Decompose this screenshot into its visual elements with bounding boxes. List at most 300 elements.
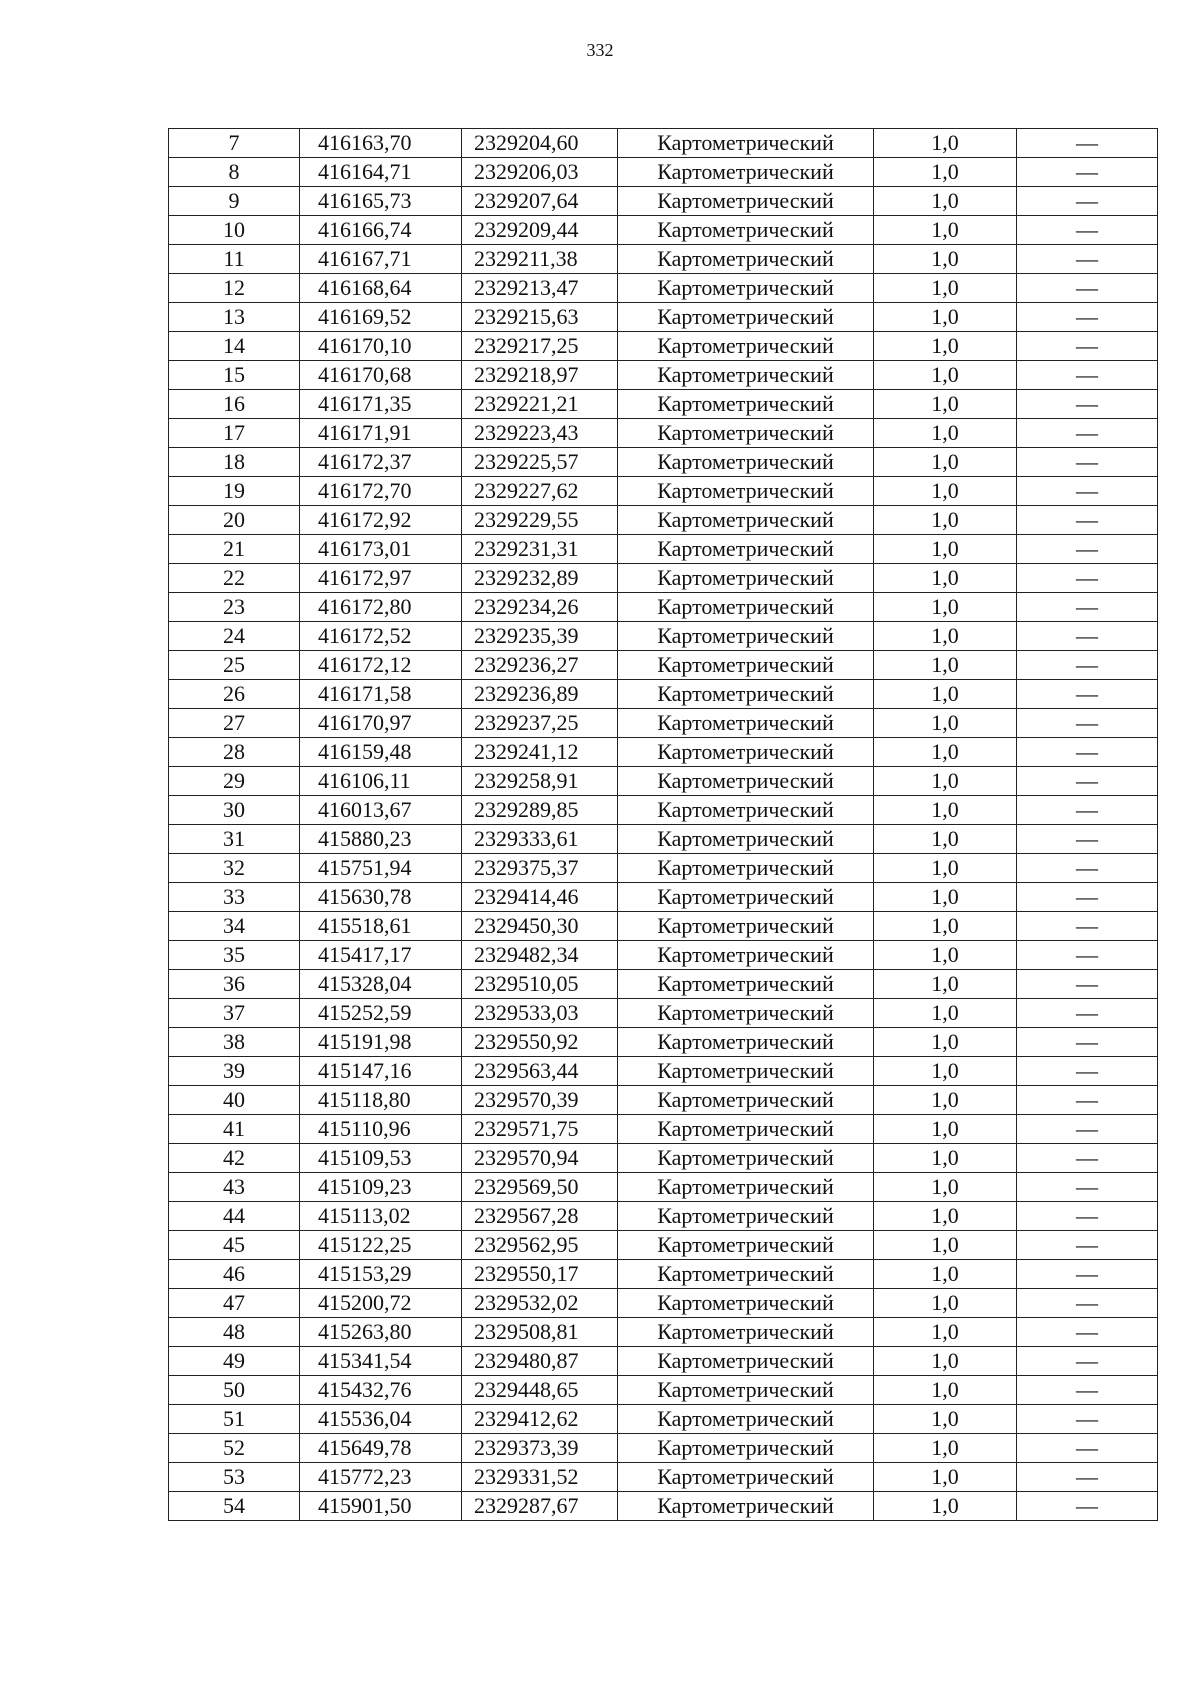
accuracy-cell: 1,0 [874, 303, 1017, 332]
point-number-cell: 40 [169, 1086, 300, 1115]
accuracy-cell: 1,0 [874, 274, 1017, 303]
y-coordinate-cell: 2329204,60 [462, 129, 618, 158]
accuracy-cell: 1,0 [874, 622, 1017, 651]
accuracy-cell: 1,0 [874, 825, 1017, 854]
description-cell: — [1017, 970, 1158, 999]
x-coordinate-cell: 415518,61 [300, 912, 462, 941]
method-cell: Картометрический [618, 854, 874, 883]
x-coordinate-cell: 416013,67 [300, 796, 462, 825]
table-row [169, 680, 1158, 709]
method-cell: Картометрический [618, 1202, 874, 1231]
accuracy-cell: 1,0 [874, 651, 1017, 680]
x-coordinate-cell: 416172,52 [300, 622, 462, 651]
table-row [169, 1347, 1158, 1376]
point-number-cell: 10 [169, 216, 300, 245]
table-row [169, 825, 1158, 854]
y-coordinate-cell: 2329532,02 [462, 1289, 618, 1318]
y-coordinate-cell: 2329375,37 [462, 854, 618, 883]
point-number-cell: 29 [169, 767, 300, 796]
method-cell: Картометрический [618, 738, 874, 767]
accuracy-cell: 1,0 [874, 912, 1017, 941]
table-row [169, 1057, 1158, 1086]
method-cell: Картометрический [618, 1434, 874, 1463]
accuracy-cell: 1,0 [874, 883, 1017, 912]
accuracy-cell: 1,0 [874, 796, 1017, 825]
description-cell: — [1017, 883, 1158, 912]
y-coordinate-cell: 2329211,38 [462, 245, 618, 274]
x-coordinate-cell: 416169,52 [300, 303, 462, 332]
method-cell: Картометрический [618, 1405, 874, 1434]
description-cell: — [1017, 999, 1158, 1028]
point-number-cell: 12 [169, 274, 300, 303]
table-row [169, 912, 1158, 941]
y-coordinate-cell: 2329229,55 [462, 506, 618, 535]
description-cell: — [1017, 245, 1158, 274]
accuracy-cell: 1,0 [874, 1405, 1017, 1434]
y-coordinate-cell: 2329412,62 [462, 1405, 618, 1434]
table-row [169, 651, 1158, 680]
x-coordinate-cell: 415252,59 [300, 999, 462, 1028]
x-coordinate-cell: 416173,01 [300, 535, 462, 564]
description-cell: — [1017, 506, 1158, 535]
point-number-cell: 41 [169, 1115, 300, 1144]
x-coordinate-cell: 416165,73 [300, 187, 462, 216]
table-row [169, 564, 1158, 593]
y-coordinate-cell: 2329209,44 [462, 216, 618, 245]
point-number-cell: 39 [169, 1057, 300, 1086]
description-cell: — [1017, 1434, 1158, 1463]
accuracy-cell: 1,0 [874, 216, 1017, 245]
description-cell: — [1017, 1028, 1158, 1057]
y-coordinate-cell: 2329232,89 [462, 564, 618, 593]
description-cell: — [1017, 1289, 1158, 1318]
x-coordinate-cell: 416171,91 [300, 419, 462, 448]
table-row [169, 1463, 1158, 1492]
point-number-cell: 21 [169, 535, 300, 564]
point-number-cell: 44 [169, 1202, 300, 1231]
description-cell: — [1017, 1115, 1158, 1144]
table-row [169, 1289, 1158, 1318]
x-coordinate-cell: 416159,48 [300, 738, 462, 767]
x-coordinate-cell: 415901,50 [300, 1492, 462, 1521]
point-number-cell: 42 [169, 1144, 300, 1173]
x-coordinate-cell: 416171,58 [300, 680, 462, 709]
accuracy-cell: 1,0 [874, 999, 1017, 1028]
description-cell: — [1017, 1405, 1158, 1434]
point-number-cell: 8 [169, 158, 300, 187]
accuracy-cell: 1,0 [874, 361, 1017, 390]
description-cell: — [1017, 1347, 1158, 1376]
y-coordinate-cell: 2329448,65 [462, 1376, 618, 1405]
y-coordinate-cell: 2329510,05 [462, 970, 618, 999]
table-row [169, 448, 1158, 477]
accuracy-cell: 1,0 [874, 1028, 1017, 1057]
accuracy-cell: 1,0 [874, 941, 1017, 970]
table-row [169, 1173, 1158, 1202]
accuracy-cell: 1,0 [874, 564, 1017, 593]
point-number-cell: 23 [169, 593, 300, 622]
description-cell: — [1017, 738, 1158, 767]
table-row [169, 796, 1158, 825]
description-cell: — [1017, 1202, 1158, 1231]
point-number-cell: 7 [169, 129, 300, 158]
accuracy-cell: 1,0 [874, 332, 1017, 361]
accuracy-cell: 1,0 [874, 1173, 1017, 1202]
table-row [169, 1202, 1158, 1231]
point-number-cell: 53 [169, 1463, 300, 1492]
y-coordinate-cell: 2329227,62 [462, 477, 618, 506]
table-row [169, 129, 1158, 158]
description-cell: — [1017, 680, 1158, 709]
x-coordinate-cell: 415630,78 [300, 883, 462, 912]
point-number-cell: 54 [169, 1492, 300, 1521]
method-cell: Картометрический [618, 245, 874, 274]
description-cell: — [1017, 1376, 1158, 1405]
x-coordinate-cell: 416170,97 [300, 709, 462, 738]
point-number-cell: 24 [169, 622, 300, 651]
y-coordinate-cell: 2329235,39 [462, 622, 618, 651]
method-cell: Картометрический [618, 448, 874, 477]
table-row [169, 1144, 1158, 1173]
y-coordinate-cell: 2329331,52 [462, 1463, 618, 1492]
method-cell: Картометрический [618, 1376, 874, 1405]
description-cell: — [1017, 158, 1158, 187]
x-coordinate-cell: 416172,70 [300, 477, 462, 506]
y-coordinate-cell: 2329533,03 [462, 999, 618, 1028]
point-number-cell: 11 [169, 245, 300, 274]
method-cell: Картометрический [618, 535, 874, 564]
x-coordinate-cell: 415118,80 [300, 1086, 462, 1115]
method-cell: Картометрический [618, 1086, 874, 1115]
table-row [169, 1434, 1158, 1463]
accuracy-cell: 1,0 [874, 593, 1017, 622]
table-row [169, 477, 1158, 506]
table-row [169, 390, 1158, 419]
table-row [169, 216, 1158, 245]
method-cell: Картометрический [618, 477, 874, 506]
method-cell: Картометрический [618, 1057, 874, 1086]
method-cell: Картометрический [618, 912, 874, 941]
coordinates-table-body [169, 129, 1158, 1521]
point-number-cell: 16 [169, 390, 300, 419]
accuracy-cell: 1,0 [874, 1492, 1017, 1521]
description-cell: — [1017, 854, 1158, 883]
description-cell: — [1017, 1260, 1158, 1289]
method-cell: Картометрический [618, 419, 874, 448]
method-cell: Картометрический [618, 1492, 874, 1521]
description-cell: — [1017, 593, 1158, 622]
y-coordinate-cell: 2329237,25 [462, 709, 618, 738]
description-cell: — [1017, 477, 1158, 506]
y-coordinate-cell: 2329206,03 [462, 158, 618, 187]
y-coordinate-cell: 2329570,39 [462, 1086, 618, 1115]
table-row [169, 1086, 1158, 1115]
accuracy-cell: 1,0 [874, 187, 1017, 216]
x-coordinate-cell: 415113,02 [300, 1202, 462, 1231]
y-coordinate-cell: 2329207,64 [462, 187, 618, 216]
accuracy-cell: 1,0 [874, 1434, 1017, 1463]
method-cell: Картометрический [618, 680, 874, 709]
y-coordinate-cell: 2329236,89 [462, 680, 618, 709]
point-number-cell: 30 [169, 796, 300, 825]
method-cell: Картометрический [618, 274, 874, 303]
table-row [169, 245, 1158, 274]
description-cell: — [1017, 419, 1158, 448]
description-cell: — [1017, 1492, 1158, 1521]
method-cell: Картометрический [618, 970, 874, 999]
table-row [169, 1115, 1158, 1144]
point-number-cell: 35 [169, 941, 300, 970]
method-cell: Картометрический [618, 303, 874, 332]
accuracy-cell: 1,0 [874, 390, 1017, 419]
description-cell: — [1017, 274, 1158, 303]
table-row [169, 506, 1158, 535]
y-coordinate-cell: 2329508,81 [462, 1318, 618, 1347]
x-coordinate-cell: 416172,92 [300, 506, 462, 535]
x-coordinate-cell: 416166,74 [300, 216, 462, 245]
description-cell: — [1017, 796, 1158, 825]
description-cell: — [1017, 1318, 1158, 1347]
x-coordinate-cell: 415191,98 [300, 1028, 462, 1057]
point-number-cell: 32 [169, 854, 300, 883]
description-cell: — [1017, 941, 1158, 970]
page-number: 332 [586, 40, 614, 60]
description-cell: — [1017, 1086, 1158, 1115]
point-number-cell: 17 [169, 419, 300, 448]
point-number-cell: 33 [169, 883, 300, 912]
table-row [169, 999, 1158, 1028]
y-coordinate-cell: 2329221,21 [462, 390, 618, 419]
description-cell: — [1017, 622, 1158, 651]
method-cell: Картометрический [618, 709, 874, 738]
point-number-cell: 45 [169, 1231, 300, 1260]
y-coordinate-cell: 2329225,57 [462, 448, 618, 477]
method-cell: Картометрический [618, 1347, 874, 1376]
accuracy-cell: 1,0 [874, 535, 1017, 564]
y-coordinate-cell: 2329480,87 [462, 1347, 618, 1376]
table-row [169, 767, 1158, 796]
description-cell: — [1017, 1173, 1158, 1202]
description-cell: — [1017, 332, 1158, 361]
method-cell: Картометрический [618, 1289, 874, 1318]
x-coordinate-cell: 415536,04 [300, 1405, 462, 1434]
y-coordinate-cell: 2329571,75 [462, 1115, 618, 1144]
y-coordinate-cell: 2329333,61 [462, 825, 618, 854]
description-cell: — [1017, 448, 1158, 477]
point-number-cell: 38 [169, 1028, 300, 1057]
y-coordinate-cell: 2329258,91 [462, 767, 618, 796]
x-coordinate-cell: 416164,71 [300, 158, 462, 187]
point-number-cell: 15 [169, 361, 300, 390]
x-coordinate-cell: 416172,97 [300, 564, 462, 593]
y-coordinate-cell: 2329223,43 [462, 419, 618, 448]
table-row [169, 361, 1158, 390]
table-row [169, 709, 1158, 738]
accuracy-cell: 1,0 [874, 419, 1017, 448]
description-cell: — [1017, 1463, 1158, 1492]
y-coordinate-cell: 2329236,27 [462, 651, 618, 680]
x-coordinate-cell: 416172,12 [300, 651, 462, 680]
method-cell: Картометрический [618, 158, 874, 187]
point-number-cell: 52 [169, 1434, 300, 1463]
y-coordinate-cell: 2329287,67 [462, 1492, 618, 1521]
accuracy-cell: 1,0 [874, 1463, 1017, 1492]
y-coordinate-cell: 2329218,97 [462, 361, 618, 390]
x-coordinate-cell: 415772,23 [300, 1463, 462, 1492]
description-cell: — [1017, 1144, 1158, 1173]
table-row [169, 854, 1158, 883]
x-coordinate-cell: 416163,70 [300, 129, 462, 158]
method-cell: Картометрический [618, 622, 874, 651]
x-coordinate-cell: 415153,29 [300, 1260, 462, 1289]
x-coordinate-cell: 415147,16 [300, 1057, 462, 1086]
y-coordinate-cell: 2329570,94 [462, 1144, 618, 1173]
description-cell: — [1017, 564, 1158, 593]
accuracy-cell: 1,0 [874, 738, 1017, 767]
accuracy-cell: 1,0 [874, 448, 1017, 477]
x-coordinate-cell: 416106,11 [300, 767, 462, 796]
point-number-cell: 34 [169, 912, 300, 941]
x-coordinate-cell: 415122,25 [300, 1231, 462, 1260]
x-coordinate-cell: 415110,96 [300, 1115, 462, 1144]
method-cell: Картометрический [618, 593, 874, 622]
table-row [169, 593, 1158, 622]
description-cell: — [1017, 651, 1158, 680]
accuracy-cell: 1,0 [874, 1115, 1017, 1144]
table-row [169, 1231, 1158, 1260]
method-cell: Картометрический [618, 1231, 874, 1260]
accuracy-cell: 1,0 [874, 854, 1017, 883]
method-cell: Картометрический [618, 216, 874, 245]
x-coordinate-cell: 416168,64 [300, 274, 462, 303]
accuracy-cell: 1,0 [874, 1260, 1017, 1289]
method-cell: Картометрический [618, 941, 874, 970]
y-coordinate-cell: 2329563,44 [462, 1057, 618, 1086]
y-coordinate-cell: 2329231,31 [462, 535, 618, 564]
table-row [169, 738, 1158, 767]
method-cell: Картометрический [618, 651, 874, 680]
method-cell: Картометрический [618, 796, 874, 825]
point-number-cell: 36 [169, 970, 300, 999]
description-cell: — [1017, 216, 1158, 245]
method-cell: Картометрический [618, 361, 874, 390]
method-cell: Картометрический [618, 506, 874, 535]
accuracy-cell: 1,0 [874, 129, 1017, 158]
point-number-cell: 51 [169, 1405, 300, 1434]
y-coordinate-cell: 2329569,50 [462, 1173, 618, 1202]
method-cell: Картометрический [618, 1173, 874, 1202]
method-cell: Картометрический [618, 767, 874, 796]
accuracy-cell: 1,0 [874, 680, 1017, 709]
y-coordinate-cell: 2329567,28 [462, 1202, 618, 1231]
accuracy-cell: 1,0 [874, 709, 1017, 738]
accuracy-cell: 1,0 [874, 970, 1017, 999]
accuracy-cell: 1,0 [874, 1318, 1017, 1347]
point-number-cell: 37 [169, 999, 300, 1028]
x-coordinate-cell: 415263,80 [300, 1318, 462, 1347]
table-row [169, 303, 1158, 332]
accuracy-cell: 1,0 [874, 1144, 1017, 1173]
x-coordinate-cell: 416171,35 [300, 390, 462, 419]
x-coordinate-cell: 416172,80 [300, 593, 462, 622]
y-coordinate-cell: 2329289,85 [462, 796, 618, 825]
table-row [169, 1260, 1158, 1289]
y-coordinate-cell: 2329550,92 [462, 1028, 618, 1057]
method-cell: Картометрический [618, 332, 874, 361]
description-cell: — [1017, 767, 1158, 796]
point-number-cell: 9 [169, 187, 300, 216]
y-coordinate-cell: 2329215,63 [462, 303, 618, 332]
y-coordinate-cell: 2329450,30 [462, 912, 618, 941]
description-cell: — [1017, 1231, 1158, 1260]
description-cell: — [1017, 912, 1158, 941]
table-row [169, 1405, 1158, 1434]
method-cell: Картометрический [618, 1028, 874, 1057]
accuracy-cell: 1,0 [874, 477, 1017, 506]
x-coordinate-cell: 416172,37 [300, 448, 462, 477]
accuracy-cell: 1,0 [874, 767, 1017, 796]
point-number-cell: 18 [169, 448, 300, 477]
accuracy-cell: 1,0 [874, 1202, 1017, 1231]
point-number-cell: 20 [169, 506, 300, 535]
method-cell: Картометрический [618, 883, 874, 912]
table-row [169, 1492, 1158, 1521]
x-coordinate-cell: 416170,68 [300, 361, 462, 390]
table-row [169, 332, 1158, 361]
method-cell: Картометрический [618, 1260, 874, 1289]
point-number-cell: 14 [169, 332, 300, 361]
point-number-cell: 22 [169, 564, 300, 593]
accuracy-cell: 1,0 [874, 245, 1017, 274]
description-cell: — [1017, 1057, 1158, 1086]
table-row [169, 1376, 1158, 1405]
description-cell: — [1017, 361, 1158, 390]
point-number-cell: 46 [169, 1260, 300, 1289]
x-coordinate-cell: 415432,76 [300, 1376, 462, 1405]
method-cell: Картометрический [618, 564, 874, 593]
method-cell: Картометрический [618, 187, 874, 216]
accuracy-cell: 1,0 [874, 1289, 1017, 1318]
accuracy-cell: 1,0 [874, 506, 1017, 535]
accuracy-cell: 1,0 [874, 158, 1017, 187]
table-row [169, 622, 1158, 651]
table-row [169, 1318, 1158, 1347]
y-coordinate-cell: 2329562,95 [462, 1231, 618, 1260]
x-coordinate-cell: 415109,53 [300, 1144, 462, 1173]
table-row [169, 274, 1158, 303]
description-cell: — [1017, 825, 1158, 854]
x-coordinate-cell: 415109,23 [300, 1173, 462, 1202]
y-coordinate-cell: 2329213,47 [462, 274, 618, 303]
x-coordinate-cell: 416167,71 [300, 245, 462, 274]
table-row [169, 187, 1158, 216]
point-number-cell: 49 [169, 1347, 300, 1376]
table-row [169, 419, 1158, 448]
point-number-cell: 50 [169, 1376, 300, 1405]
table-row [169, 941, 1158, 970]
table-row [169, 1028, 1158, 1057]
point-number-cell: 26 [169, 680, 300, 709]
table-row [169, 970, 1158, 999]
y-coordinate-cell: 2329414,46 [462, 883, 618, 912]
table-row [169, 883, 1158, 912]
coordinates-table [168, 128, 1158, 1521]
table-row [169, 535, 1158, 564]
accuracy-cell: 1,0 [874, 1231, 1017, 1260]
table-row [169, 158, 1158, 187]
point-number-cell: 28 [169, 738, 300, 767]
point-number-cell: 47 [169, 1289, 300, 1318]
